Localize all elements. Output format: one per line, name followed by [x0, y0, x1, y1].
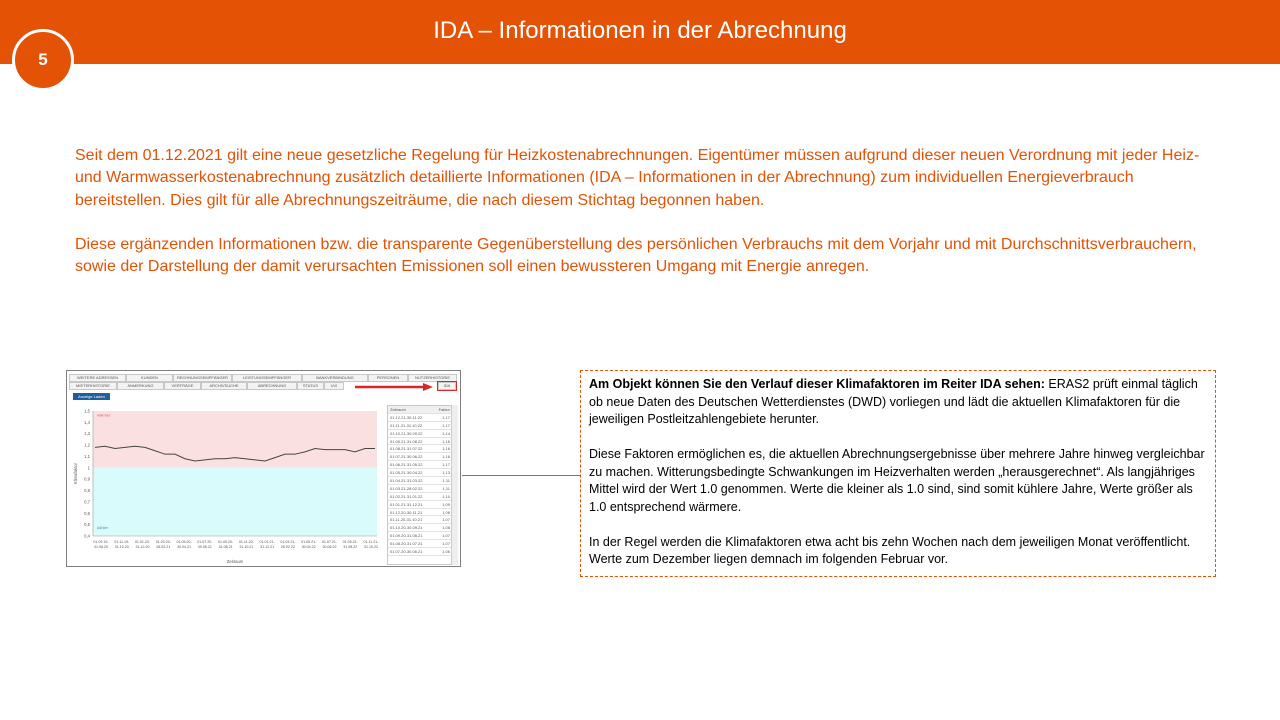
y-tick-label: 0,9: [84, 476, 90, 482]
y-tick-label: 1,5: [84, 408, 90, 414]
x-tick-label: 01.11.20-: [238, 540, 254, 544]
tab-archivsuche[interactable]: ARCHIVSUCHE: [201, 382, 247, 390]
table-row[interactable]: [388, 532, 456, 540]
x-tick-label: 01.09.20-: [218, 540, 234, 544]
cell-faktor: 1,16: [442, 438, 450, 444]
tab-kunden[interactable]: KUNDEN: [126, 374, 173, 382]
cell-faktor: 1,11: [442, 485, 450, 491]
table-row[interactable]: [388, 438, 456, 446]
x-tick-label: 01.05.20-: [176, 540, 192, 544]
x-tick-label: 01.07.20-: [197, 540, 213, 544]
table-row[interactable]: [388, 501, 456, 509]
table-row[interactable]: [388, 524, 456, 532]
tab-mieterhistorie[interactable]: MIETERHISTORIE: [69, 382, 117, 390]
x-tick-label: 01.11.21-: [363, 540, 379, 544]
table-row[interactable]: [388, 469, 456, 477]
y-tick-label: 1,4: [84, 419, 90, 425]
table-row[interactable]: [388, 477, 456, 485]
cell-faktor: 1,13: [442, 470, 450, 476]
cell-faktor: 1,08: [442, 525, 450, 531]
table-row[interactable]: [388, 445, 456, 453]
cell-faktor: 1,07: [442, 533, 450, 539]
x-tick-label: 01.01.21-: [259, 540, 275, 544]
cell-faktor: 1,07: [442, 517, 450, 523]
cell-faktor: 1,11: [442, 478, 450, 484]
note-paragraph-3: In der Regel werden die Klimafaktoren etwa acht bis zehn Wochen nach dem jeweiligen Monat veröffentlicht. Werte zum Dezember liegen demnach im folgenden Februar vor.: [589, 534, 1191, 566]
cell-zeitraum: 01.11.21-31.10.22: [390, 422, 423, 428]
warm-band: [93, 411, 377, 468]
intro-paragraph: Seit dem 01.12.2021 gilt eine neue gesetzliche Regelung für Heizkostenabrechnungen. Eigentümer müssen aufgrund dieser neuen Verordnung mit jeder Heiz- und Warmwasserkostenabrechnung zusätzlich detaillierte Informationen (IDA – Informationen in der Abrechnung) zum individuellen Energieverbrauch bereitstellen. Dies gilt für alle Abrechnungszeiträume, die nach diesem Stichtag begonnen haben.: [75, 147, 1200, 209]
cell-zeitraum: 01.02.21-31.01.22: [390, 493, 423, 499]
table-body: [388, 414, 456, 556]
tab-rechnungsempfaenger[interactable]: RECHNUNGSEMPFÄNGER: [173, 374, 232, 382]
y-tick-label: 1,3: [84, 431, 90, 437]
cell-zeitraum: 01.09.21-31.08.22: [390, 438, 423, 444]
cell-faktor: 1,07: [442, 541, 450, 547]
x-tick-label: 30.04.21: [177, 545, 192, 549]
x-tick-label: 30.06.21: [197, 545, 212, 549]
tab-uvi[interactable]: UVI: [324, 382, 344, 390]
x-tick-label: 31.12.21: [260, 545, 275, 549]
slide-title: IDA – Informationen in der Abrechnung: [433, 17, 847, 44]
y-tick-label: 0,5: [84, 522, 90, 528]
table-header-row: [388, 406, 456, 414]
cell-zeitraum: 01.12.20-30.11.21: [390, 509, 423, 515]
cell-zeitraum: 01.10.21-30.09.22: [390, 430, 423, 436]
ida-highlight-arrow: [355, 383, 435, 391]
table-row[interactable]: [388, 540, 456, 548]
cell-faktor: 1,09: [442, 501, 450, 507]
table-row[interactable]: [388, 509, 456, 517]
klimafaktor-note: [580, 370, 1216, 577]
cell-faktor: 1,17: [442, 462, 450, 468]
cell-zeitraum: 01.12.21-30.11.22: [390, 414, 423, 420]
cell-faktor: 1,06: [442, 549, 450, 555]
y-tick-label: 0,7: [84, 499, 90, 505]
x-tick-label: 31.12.20: [135, 545, 150, 549]
y-tick-label: 1,2: [84, 442, 90, 448]
cell-zeitraum: 01.03.21-28.02.22: [390, 485, 423, 491]
tab-weitere-adressen[interactable]: WEITERE ADRESSEN: [69, 374, 126, 382]
cell-zeitraum: 01.09.20-31.08.21: [390, 533, 423, 539]
cell-faktor: 1,06: [442, 509, 450, 515]
band-label-cool: kühler: [97, 525, 108, 531]
cell-zeitraum: 01.04.21-31.03.22: [390, 478, 423, 484]
climate-factor-chart: [69, 405, 381, 566]
band-label-warm: wärmer: [97, 412, 111, 418]
x-tick-label: 31.08.21: [218, 545, 233, 549]
x-tick-label: 31.10.22: [364, 545, 378, 549]
y-tick-label: 0,6: [84, 510, 90, 516]
cell-zeitraum: 01.07.21-30.06.22: [390, 454, 423, 460]
tab-abrechnung[interactable]: ABRECHNUNG: [247, 382, 297, 390]
cell-zeitraum: 01.08.21-31.07.22: [390, 446, 423, 452]
cell-zeitraum: 01.06.21-31.05.22: [390, 462, 423, 468]
climate-factor-table: [387, 405, 457, 565]
y-tick-label: 1: [87, 465, 90, 471]
cell-zeitraum: 01.10.20-30.09.21: [390, 525, 423, 531]
x-tick-label: 01.09.21-: [342, 540, 358, 544]
tab-anmerkung[interactable]: ANMERKUNG: [117, 382, 164, 390]
x-tick-label: 28.02.22: [280, 545, 295, 549]
x-tick-label: 01.01.20-: [134, 540, 151, 544]
cell-faktor: 1,14: [442, 430, 450, 436]
note-heading: Am Objekt können Sie den Verlauf dieser Klimafaktoren im Reiter IDA sehen:: [589, 377, 1045, 391]
x-tick-label: 01.03.21-: [280, 540, 296, 544]
cell-faktor: 1,10: [442, 493, 450, 499]
table-row[interactable]: [388, 516, 456, 524]
x-tick-label: 01.09.19-: [93, 540, 109, 544]
table-row[interactable]: [388, 493, 456, 501]
x-tick-label: 01.11.19-: [114, 540, 130, 544]
note-p1-text: ERAS2 prüft einmal täglich ob neue Daten des Deutschen Wetterdienstes (DWD) vorliegen und lädt die aktuellen Klimafaktoren für die jeweiligen Postleitzahlengebiete herunter.: [589, 377, 1198, 426]
eras2-screenshot: [66, 370, 461, 567]
tab-row-top: [69, 374, 457, 382]
x-tick-label: 01.07.21-: [321, 540, 338, 544]
col-header-faktor: Faktor: [438, 407, 450, 412]
cell-faktor: 1,17: [442, 414, 450, 420]
cool-band: [93, 468, 377, 536]
table-row[interactable]: [388, 485, 456, 493]
cell-zeitraum: 01.08.20-31.07.21: [390, 541, 423, 547]
cell-faktor: 1,16: [442, 454, 450, 460]
tab-bankverbindung[interactable]: BANKVERBINDUNG: [302, 374, 368, 382]
x-tick-label: 01.05.21-: [301, 540, 317, 544]
x-tick-label: 28.02.21: [156, 545, 171, 549]
y-tick-label: 1,1: [84, 453, 90, 459]
x-tick-label: 31.10.21: [239, 545, 254, 549]
cell-faktor: 1,17: [442, 422, 450, 428]
x-tick-label: 31.08.22: [343, 545, 358, 549]
table-row[interactable]: [388, 430, 456, 438]
cell-faktor: 1,16: [442, 446, 450, 452]
slide-number-badge: 5: [12, 29, 74, 91]
table-scrollbar[interactable]: [451, 405, 458, 565]
connector-line: [462, 475, 581, 476]
title-bar: [0, 0, 1280, 64]
x-tick-label: 30.06.22: [322, 545, 337, 549]
tab-vertraege[interactable]: VERTRÄGE: [164, 382, 201, 390]
cell-zeitraum: 01.07.20-30.06.21: [390, 549, 423, 555]
tab-ida[interactable]: IDA: [438, 382, 456, 390]
tab-nutzerhistorie[interactable]: NUTZERHISTORIE: [408, 374, 457, 382]
purpose-paragraph: Diese ergänzenden Informationen bzw. die transparente Gegenüberstellung des persönlichen Verbrauchs mit dem Vorjahr und mit Durchschnittsverbrauchern, sowie der Darstellung der damit verursachten Emissionen soll einen bewussteren Umgang mit Energie anregen.: [75, 236, 1197, 276]
table-row[interactable]: [388, 414, 456, 422]
cell-zeitraum: 01.11.20-31.10.21: [390, 517, 423, 523]
y-tick-label: 0,4: [84, 533, 90, 539]
y-tick-label: 0,8: [84, 488, 90, 494]
table-row[interactable]: [388, 453, 456, 461]
x-tick-label: 01.03.20-: [155, 540, 171, 544]
cell-zeitraum: 01.01.21-31.12.21: [390, 501, 423, 507]
tab-leistungsempfaenger[interactable]: LEISTUNGSEMPFÄNGER: [232, 374, 302, 382]
table-row[interactable]: [388, 548, 456, 556]
tab-status[interactable]: STATUS: [297, 382, 324, 390]
x-tick-label: 31.10.20: [114, 545, 129, 549]
note-paragraph-1: [589, 376, 1207, 429]
tab-personen[interactable]: PERSONEN: [368, 374, 408, 382]
x-tick-label: 31.08.20: [94, 545, 108, 549]
y-axis-title: Klimafaktor: [73, 463, 78, 484]
cell-zeitraum: 01.05.21-30.04.22: [390, 470, 423, 476]
table-row[interactable]: [388, 461, 456, 469]
table-row[interactable]: [388, 422, 456, 430]
x-axis-title: Zeitraum: [226, 559, 244, 564]
load-display-button[interactable]: Anzeige Laden: [73, 393, 110, 400]
x-tick-label: 30.04.22: [301, 545, 316, 549]
col-header-zeitraum: Zeitraum: [390, 407, 406, 412]
note-paragraph-2: Diese Faktoren ermöglichen es, die aktuellen Abrechnungsergebnisse über mehrere Jahre hinweg vergleichbar zu machen. Witterungsbedingte Schwankungen im Heizverhalten werden „herausgerechnet“. Als langjähriges Mittel wird der Wert 1.0 genommen. Werte die kleiner als 1.0 sind, sind somit kühlere Jahre, Werte größer als 1.0 entsprechend wärmere.: [589, 447, 1205, 514]
